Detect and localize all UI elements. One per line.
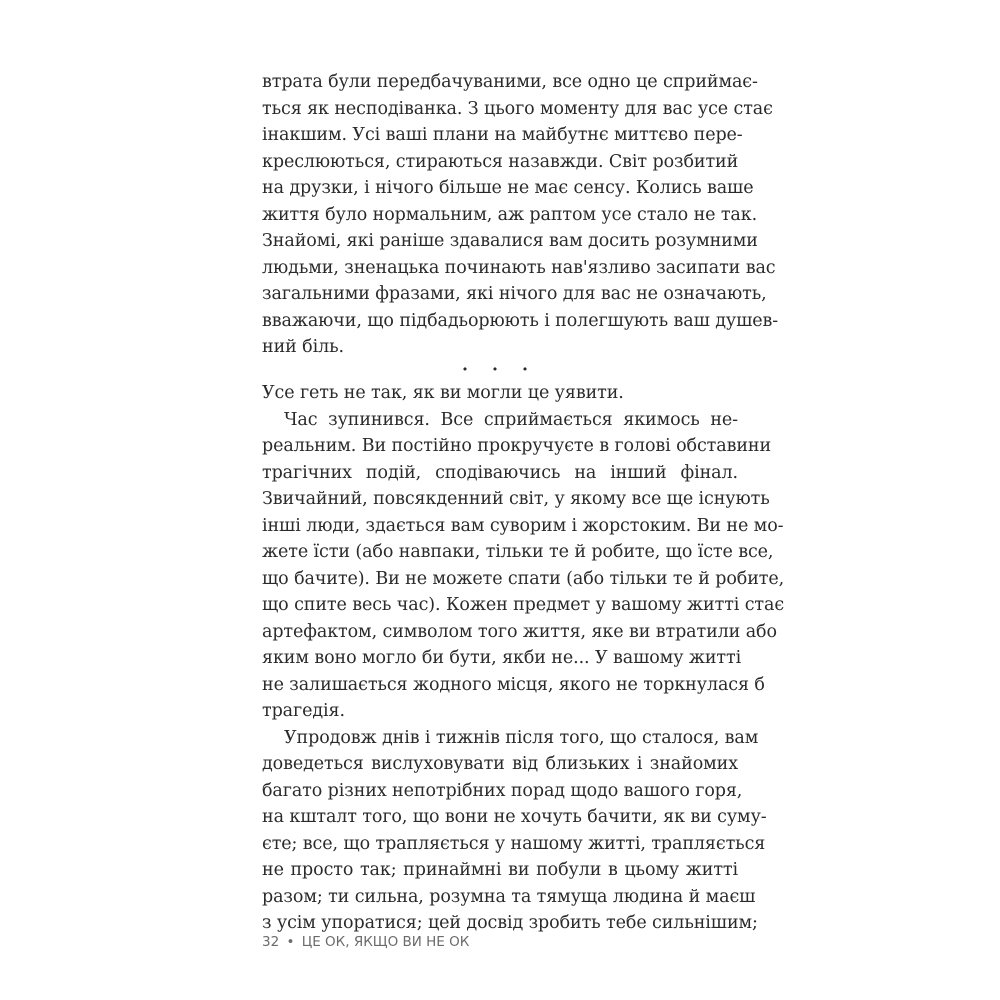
text-line: креслюються, стираються назавжди. Світ розбитий: [262, 151, 739, 172]
text-line: втрата були передбачуваними, все одно це сприймає-: [262, 72, 758, 92]
text-line: інші люди, здається вам суворим і жорстоким. Ви не мо-: [262, 515, 784, 536]
page-footer: [262, 934, 469, 950]
text-line: вважаючи, що підбадьорюють і полегшують ваш душев-: [262, 310, 779, 331]
text-line: людьми, зненацька починають нав'язливо засипати вас: [262, 257, 776, 278]
text-line: трагедія.: [262, 701, 345, 721]
text-line: жете їсти (або навпаки, тільки те й робите, що їсте все,: [262, 542, 774, 562]
text-line: яким воно могло би бути, якби не... У вашому житті: [262, 648, 742, 668]
text-line: реальним. Ви постійно прокручуєте в голові обставини: [262, 436, 772, 456]
text-line: Упродовж днів і тижнів після того, що сталося, вам: [284, 727, 759, 748]
text-line: ний біль.: [262, 337, 344, 357]
page-number: 32: [262, 934, 280, 950]
section-separator: • • •: [461, 363, 539, 376]
footer-bullet: •: [286, 934, 295, 950]
paragraphs-grief-reality: [262, 380, 785, 937]
text-line: Звичайний, повсякденний світ, у якому все ще існують: [262, 489, 770, 509]
text-line: не просто так; принаймні ви побули в цьому житті: [262, 860, 738, 880]
text-line: Знайомі, які раніше здавалися вам досить розумними: [262, 231, 758, 251]
text-line: Усе геть не так, як ви могли це уявити.: [262, 383, 624, 403]
text-line: життя було нормальним, аж раптом усе стало не так.: [262, 204, 758, 225]
text-line: багато різних непотрібних порад щодо вашого горя,: [262, 780, 743, 801]
text-line: єте; все, що трапляється у нашому житті, трапляється: [262, 833, 766, 854]
text-line: з усім упоратися; цей досвід зробить тебе сильнішим;: [262, 913, 758, 933]
running-title: ЦЕ ОК, ЯКЩО ВИ НЕ ОК: [301, 934, 470, 950]
text-line: на кшталт того, що вони не хочуть бачити, як ви суму-: [262, 807, 767, 827]
text-line: ться як несподіванка. З цього моменту для вас усе стає: [262, 98, 773, 119]
text-line: що спите весь час). Кожен предмет у вашому житті стає: [262, 595, 785, 615]
text-line: Час зупинився. Все сприймається якимось не-: [284, 409, 738, 430]
paragraph-grief-opening: [262, 69, 779, 361]
text-line: що бачите). Ви не можете спати (або тільки те й робите,: [262, 568, 785, 589]
text-line: доведеться вислуховувати від близьких і знайомих: [262, 754, 738, 774]
text-line: трагічних подій, сподіваючись на інший фінал.: [262, 462, 738, 483]
text-line: артефактом, символом того життя, яке ви втратили або: [262, 621, 777, 642]
text-line: разом; ти сильна, розумна та тямуща людина й маєш: [262, 886, 756, 907]
text-line: інакшим. Усі ваші плани на майбутнє миттєво пере-: [262, 125, 743, 145]
text-line: не залишається жодного місця, якого не торкнулася б: [262, 674, 765, 695]
text-line: на друзки, і нічого більше не має сенсу. Колись ваше: [262, 178, 754, 198]
text-line: загальними фразами, які нічого для вас не означають,: [262, 284, 767, 304]
